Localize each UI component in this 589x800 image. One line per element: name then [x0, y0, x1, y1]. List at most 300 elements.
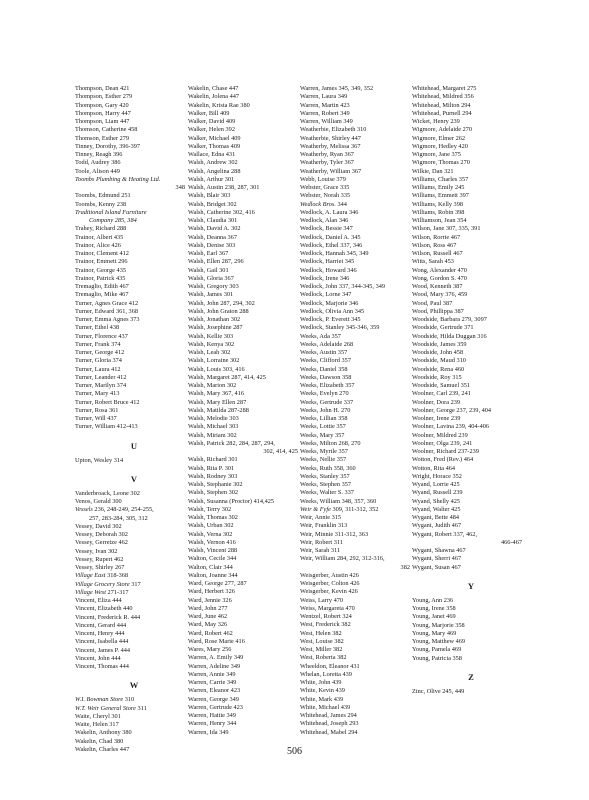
index-entry: Weeks, Ruth 358, 360	[300, 464, 356, 472]
index-entry: Turner, Mary 413	[75, 390, 120, 398]
index-entry: Walsh, Melodie 303	[188, 415, 239, 422]
index-entry: Wares, Mary 256	[188, 646, 232, 653]
index-entry: Walker, Michael 409	[188, 134, 241, 142]
index-entry: Walsh, Rodney 303	[188, 472, 238, 480]
index-entry: Weatherbie, Shirley 447	[300, 134, 361, 142]
index-entry: Woodside, John 458	[412, 349, 464, 356]
index-entry: Ward, May 326	[188, 621, 228, 629]
index-entry: Warren, Robert 349	[300, 109, 350, 117]
index-entry-italic-title: Weir & Fyfe	[300, 505, 331, 513]
index-entry: Wygant, Robert 337, 462,	[412, 530, 478, 538]
index-entry: Turner, Rosa 361	[75, 406, 119, 414]
index-entry: Vincent, Gerard 444	[75, 621, 127, 629]
index-column-3	[300, 85, 418, 737]
index-entry: Walsh, Gloria 367	[188, 274, 234, 282]
index-entry: Walton, Clair 344	[188, 563, 233, 571]
index-entry: Thompson, Harry 447	[75, 109, 131, 117]
index-entry: Wigmore, Elmer 262	[412, 134, 466, 142]
index-entry-pages: 311	[135, 704, 147, 712]
index-entry: Weeks, Myrtle 357	[300, 448, 348, 455]
index-entry: Wyand, Lorrie 425	[412, 481, 460, 488]
index-entry: White, Mark 439	[300, 695, 344, 703]
index-entry-pages: 317	[129, 580, 141, 588]
index-entry: Ward, Jennie 326	[188, 596, 232, 604]
index-entry: Walsh, Margaret 287, 414, 425	[188, 373, 266, 381]
index-entry: Wyand, Shelly 425	[412, 497, 461, 505]
index-entry: Vincent, Frederick R. 444	[75, 613, 141, 621]
index-column-4	[412, 85, 530, 696]
index-entry: Vincent, John 444	[75, 654, 121, 662]
index-entry: Wong, Gordon S. 470	[412, 274, 467, 282]
index-entry: Walsh, Vincent 288	[188, 547, 238, 554]
index-entry: West, Roberta 382	[300, 654, 347, 662]
index-entry: Wygant, Shawna 467	[412, 547, 466, 554]
index-entry: Woolner, George 237, 239, 404	[412, 406, 492, 414]
index-entry: Toombs, Edmund 251	[75, 192, 131, 200]
index-entry: Woolner, Richard 237-239	[412, 448, 479, 455]
index-entry: Vincent, Isabella 444	[75, 638, 129, 646]
index-entry: Wygant, Bette 484	[412, 514, 460, 521]
index-entry-continuation: Company 285, 384	[89, 217, 137, 224]
index-entry: Vanderbroack, Leone 302	[75, 489, 140, 497]
index-entry: Walsh, Stephanie 302	[188, 481, 243, 488]
index-entry-italic-title: Village East	[75, 572, 106, 580]
index-entry: Walsh, Terry 302	[188, 505, 232, 513]
index-entry: Wedlock, A. Laura 346	[300, 208, 359, 216]
index-entry: Young, Mary 469	[412, 629, 457, 637]
index-entry: Walsh, Verna 302	[188, 530, 233, 538]
index-entry: Wakelin, Jolena 447	[188, 93, 240, 101]
index-entry: Wygant, Sherri 467	[412, 555, 462, 563]
index-entry	[75, 705, 193, 713]
index-entry: Young, Ann 236	[412, 596, 454, 604]
index-entry: Vessey, Deborah 302	[75, 531, 128, 538]
index-entry: Wedlock, John 337, 344-345, 349	[300, 283, 386, 290]
index-entry: Warren, Adeline 349	[188, 662, 241, 670]
index-entry	[75, 572, 193, 580]
index-entry	[75, 696, 193, 704]
index-entry: Wygant, Judith 467	[412, 522, 462, 530]
index-entry: Upton, Wesley 314	[75, 456, 124, 464]
index-entry: Trainor, Clement 412	[75, 250, 129, 257]
index-entry: Wedlock, Olivia Ann 345	[300, 307, 365, 315]
index-entry: Vessey, Rupert 462	[75, 555, 124, 563]
index-entry: Thomson, Catherine 458	[75, 126, 138, 134]
index-entry: Wyand, Walter 425	[412, 505, 461, 513]
index-entry-continuation: 257, 283-284, 305, 312	[89, 514, 148, 522]
index-entry: Vincent, Eliza 444	[75, 597, 122, 604]
index-entry: Woolner, Carl 239, 241	[412, 390, 471, 398]
index-entry: Wedlock, Howard 346	[300, 266, 357, 274]
index-entry: White, Michael 439	[300, 703, 351, 711]
index-entry: Walsh, Ellen 287, 296	[188, 258, 244, 266]
index-entry: Williams, Charles 357	[412, 175, 469, 183]
index-entry: Young, Matthew 469	[412, 638, 466, 645]
index-entry: Weeks, John H. 270	[300, 406, 351, 414]
section-letter: U	[130, 440, 138, 451]
index-entry: Warren, Hattie 349	[188, 712, 236, 719]
index-entry: Williamson, Jean 354	[412, 217, 467, 224]
index-entry: Witts, Sarah 453	[412, 258, 454, 266]
index-entry: Wotton, Fred (Rev.) 464	[412, 456, 474, 464]
index-entry: Weiss, Larry 470	[300, 596, 344, 604]
index-entry: Wilson, Ross 467	[412, 241, 457, 249]
index-entry: Whitehead, James 294	[300, 712, 357, 719]
index-entry: Weiss, Margareta 470	[300, 604, 355, 612]
index-entry: Weisgerber, Kevin 426	[300, 588, 358, 596]
index-entry: Weeks, Adelaide 268	[300, 340, 354, 348]
index-entry: Warren, Annie 349	[188, 670, 236, 678]
index-entry: Wilkie, Dan 321	[412, 167, 454, 175]
index-entry: Wedlock, Bessie 347	[300, 225, 353, 233]
index-column-1	[75, 85, 193, 754]
index-entry: Whitehead, Margaret 275	[412, 85, 477, 92]
index-entry-italic-title: W.I. Bowman Store	[75, 696, 124, 704]
index-entry: Whitehead, Milton 294	[412, 101, 471, 109]
index-entry: Walsh, Jonathan 302	[188, 316, 241, 323]
index-entry: Walsh, Michael 303	[188, 423, 239, 431]
index-entry: Thompson, Dean 421	[75, 85, 130, 92]
index-entry: Wedlock, Daniel A. 345	[300, 233, 361, 241]
index-entry: Warren, Martin 423	[300, 101, 350, 109]
index-entry: Woolner, Lavina 239, 404-406	[412, 423, 490, 431]
index-entry: Wicket, Henry 239	[412, 118, 460, 125]
index-entry-pages: 344	[335, 200, 347, 208]
index-entry: Walsh, Richard 301	[188, 456, 238, 464]
index-entry: Young, Irene 358	[412, 605, 456, 612]
index-entry: Weeks, Stephen 357	[300, 481, 352, 488]
index-entry-italic-title: Vessels	[75, 506, 93, 514]
index-entry: Williams, Robin 398	[412, 208, 465, 216]
index-entry: Woodside, Hilda Duggan 316	[412, 332, 487, 340]
index-entry: Turner, Agnes Grace 412	[75, 299, 139, 307]
index-entry: Walsh, Matilda 287-288	[188, 406, 249, 414]
index-entry: Wigmore, Jane 375	[412, 151, 461, 158]
index-entry: Weisgerber, Colton 426	[300, 580, 360, 587]
index-entry: Toombs, Kenny 238	[75, 200, 127, 208]
index-entry: Walker, Bill 409	[188, 109, 230, 117]
index-entry: Wood, Phillippa 387	[412, 307, 464, 315]
index-entry: Walsh, Josephine 287	[188, 324, 243, 332]
index-entry: Trainor, Patrick 435	[75, 274, 126, 282]
index-entry: Trainor, Alice 426	[75, 241, 121, 249]
index-entry: Whitehead, Joseph 293	[300, 720, 359, 728]
index-entry: Whitehead, Mildred 356	[412, 93, 474, 101]
index-entry: Wedlock, P. Everett 345	[300, 316, 361, 323]
index-entry: Wood, Kenneth 387	[412, 283, 463, 290]
index-entry: Woodside, Gertrude 371	[412, 324, 474, 332]
index-entry: Whelan, Loretta 439	[300, 670, 352, 678]
section-letter: Z	[468, 671, 474, 682]
index-entry: Weeks, Milton 268, 270	[300, 439, 361, 447]
index-entry: Weir, William 284, 292, 312-316,	[300, 555, 385, 563]
index-entry: Wentzel, Robert 324	[300, 613, 352, 620]
index-entry: Walton, Joanne 344	[188, 571, 238, 579]
index-entry: Tremaglio, Mike 467	[75, 291, 129, 299]
index-entry: Warren, George 349	[188, 695, 239, 703]
index-entry: Wright, Horace 352	[412, 472, 462, 480]
index-entry: Walsh, Leah 302	[188, 349, 231, 356]
index-entry-pages: 318-368	[105, 572, 129, 580]
index-entry: Weatherbie, Elizabeth 310	[300, 126, 367, 134]
index-entry: Walker, Helen 392	[188, 126, 235, 134]
index-entry: Wakelin, Chad 380	[75, 737, 124, 745]
index-entry: Warren, James 345, 349, 352	[300, 85, 374, 92]
index-entry: Warren, Ida 349	[188, 728, 229, 736]
index-entry: Warren, Laura 349	[300, 93, 348, 101]
index-entry: Weeks, Walter S. 337	[300, 489, 354, 497]
index-entry: Weeks, Nellie 357	[300, 456, 347, 464]
index-entry: Walsh, Stephen 302	[188, 489, 239, 497]
index-entry: Warren, Eleanor 423	[188, 687, 241, 695]
index-entry: Weir, Sarah 311	[300, 547, 341, 554]
index-entry: Turner, Gloria 374	[75, 357, 122, 365]
index-entry: Trahey, Richard 288	[75, 225, 127, 233]
index-entry: Whitehead, Purnell 294	[412, 109, 472, 117]
index-entry: Turner, Emma Agnes 373	[75, 316, 140, 323]
index-entry: Ward, John 277	[188, 604, 228, 612]
index-entry: Vincent, James P. 444	[75, 646, 131, 654]
index-entry: Williams, Kelly 398	[412, 200, 463, 208]
index-entry: Walsh, Miriam 302	[188, 431, 237, 439]
index-entry: Woodside, Roy 315	[412, 373, 462, 381]
index-entry-continuation: 302, 414, 425	[263, 448, 298, 455]
index-entry: Walton, Cecile 344	[188, 555, 237, 563]
index-entry: Thomson, Esther 279	[75, 134, 130, 142]
index-entry: Walsh, John Graton 288	[188, 307, 249, 315]
index-entry: Wyand, Russell 239	[412, 489, 463, 497]
index-entry: Woodside, Rena 460	[412, 365, 465, 373]
index-entry: Wood, Paul 387	[412, 299, 453, 307]
index-entry: Walsh, Gregory 303	[188, 283, 239, 290]
index-entry: Walsh, Vernon 416	[188, 538, 236, 546]
index-entry: White, John 439	[300, 679, 342, 686]
index-entry: Walsh, James 301	[188, 291, 234, 299]
index-entry: Tinney, Reagh 396	[75, 151, 123, 158]
index-entry: Vessey, David 302	[75, 522, 122, 530]
index-entry-italic-title: Village Grocery Store	[75, 580, 130, 588]
index-entry: Woolner, Dora 239	[412, 398, 461, 406]
index-entry: Toombs Plumbing & Heating Ltd.	[75, 175, 161, 183]
index-entry-pages: 271-317	[105, 588, 129, 596]
index-entry: Thompson, Gary 420	[75, 101, 129, 109]
index-entry-italic-title: Village West	[75, 588, 106, 596]
index-entry: Webster, Grace 335	[300, 184, 350, 191]
index-entry: Walsh, Mary Ellen 287	[188, 398, 247, 406]
index-entry-italic-title: Wedlock Bros.	[300, 200, 336, 208]
index-entry: Woolner, Olga 239, 241	[412, 439, 473, 447]
index-entry: Weeks, Dawson 358	[300, 373, 352, 381]
index-entry: Turner, Frank 374	[75, 340, 121, 348]
index-entry: Turner, Laura 412	[75, 365, 121, 373]
index-entry: Woodside, Maud 310	[412, 357, 466, 365]
index-entry: Young, Janet 469	[412, 613, 456, 621]
index-entry	[75, 581, 193, 589]
index-entry: Woolner, Mildred 239	[412, 431, 468, 439]
index-entry: Walsh, Lorraine 302	[188, 357, 240, 365]
index-entry: Weeks, William 348, 357, 360	[300, 497, 377, 505]
index-entry: Vincent, Henry 444	[75, 630, 125, 637]
index-entry: West, Louise 382	[300, 637, 344, 645]
index-entry: Zinc, Olive 245, 449	[412, 687, 465, 695]
index-entry: Ward, June 462	[188, 613, 228, 620]
index-entry: Weeks, Elizabeth 357	[300, 382, 355, 389]
index-entry: Weisgerber, Austin 426	[300, 571, 359, 579]
index-entry: Walsh, Louis 303, 416	[188, 365, 245, 373]
index-entry: Wood, Mary 376, 459	[412, 291, 468, 299]
index-entry: Walsh, David A. 302	[188, 225, 241, 233]
index-entry-pages: 236, 248-249, 254-255,	[92, 506, 154, 514]
index-entry: Walker, Thomas 409	[188, 142, 241, 150]
index-entry: Wheeldon, Eleanor 431	[300, 662, 360, 670]
index-entry: Vessey, Ivan 302	[75, 547, 118, 555]
index-entry-continuation: 348	[175, 184, 185, 191]
index-entry: Weeks, Gertrude 337	[300, 398, 354, 406]
index-entry: Walsh, Austin 238, 287, 301	[188, 184, 260, 191]
index-entry: Walsh, Blair 303	[188, 192, 231, 200]
index-entry: Woodside, Samuel 351	[412, 382, 471, 389]
index-entry: Vessey, Gerretze 462	[75, 539, 128, 547]
index-entry: Wigmore, Thomas 270	[412, 159, 470, 167]
section-letter: W	[129, 680, 139, 691]
index-entry	[75, 506, 193, 514]
index-entry: Whitehead, Mabel 294	[300, 728, 358, 736]
index-entry: Webster, Norah 335	[300, 192, 351, 200]
index-entry: Williams, Emily 245	[412, 184, 465, 191]
index-entry: Woodside, James 359	[412, 340, 467, 348]
index-entry: Wakelin, Krista Rae 380	[188, 101, 250, 109]
index-entry: Weeks, Clifford 357	[300, 357, 351, 365]
index-entry-italic-title: W.T. Weir General Store	[75, 704, 136, 712]
index-entry: Trainor, George 435	[75, 266, 126, 274]
index-entry: Wedlock, Stanley 345-346, 359	[300, 324, 380, 332]
index-entry: Turner, Edward 361, 368	[75, 307, 139, 315]
index-entry: Weir, Annie 315	[300, 514, 342, 521]
index-entry: Young, Marjorie 358	[412, 621, 465, 629]
index-entry: West, Helen 382	[300, 629, 342, 637]
index-entry: Walsh, Marion 302	[188, 382, 237, 389]
index-entry-continuation: 466-467	[501, 538, 522, 546]
index-entry	[300, 201, 418, 209]
index-entry: Walsh, Arthur 301	[188, 175, 235, 183]
index-entry: West, Frederick 382	[300, 621, 351, 629]
index-entry: Venos, Gerald 300	[75, 498, 122, 505]
index-entry: Weeks, Stanley 357	[300, 472, 350, 480]
index-entry: Walsh, Urban 302	[188, 522, 234, 530]
index-entry: Warren, Gertrude 423	[188, 703, 243, 711]
index-entry: Ward, Rose Marie 416	[188, 637, 245, 645]
index-entry: Weeks, Austin 357	[300, 349, 348, 356]
index-entry: Ward, Herbert 326	[188, 588, 235, 596]
index-entry: Weeks, Mary 357	[300, 431, 345, 439]
index-entry: Weeks, Daniel 358	[300, 365, 348, 373]
index-entry: Weir, Robert 311	[300, 538, 343, 546]
index-entry-pages: 309, 311-312, 352	[330, 505, 379, 513]
index-entry: Young, Pamela 469	[412, 646, 462, 654]
index-entry: Weatherby, William 367	[300, 167, 362, 175]
index-entry: Walsh, Andrew 302	[188, 159, 238, 167]
index-entry: Weeks, Evelyn 270	[300, 390, 349, 398]
index-entry: Wigmore, Hedley 420	[412, 142, 468, 150]
index-entry: Weeks, Ada 357	[300, 332, 341, 340]
index-entry: Walsh, Kenya 302	[188, 340, 235, 348]
index-entry: Warren, A. Emily 349	[188, 654, 244, 662]
index-entry: Walsh, Denise 303	[188, 241, 236, 249]
section-letter: V	[130, 473, 138, 484]
index-entry	[300, 506, 418, 514]
index-entry: Walsh, Patrick 282, 284, 287, 294,	[188, 439, 275, 447]
index-entry: Woolner, Irene 239	[412, 415, 461, 422]
index-entry: Weir, Minnie 311-312, 363	[300, 530, 369, 538]
index-entry: Walsh, Susanna (Proctor) 414,425	[188, 497, 275, 505]
index-entry: Turner, Robert Bruce 412	[75, 398, 140, 406]
index-entry: Traditional Island Furniture	[75, 208, 147, 216]
index-entry: Weatherby, Melissa 367	[300, 142, 361, 150]
index-entry: Turner, Will 437	[75, 415, 117, 422]
index-entry	[75, 589, 193, 597]
index-entry: Walsh, Thomas 302	[188, 514, 238, 521]
index-entry: Wedlock, Alan 346	[300, 217, 349, 224]
index-entry: Warren, Carrie 349	[188, 679, 237, 686]
index-entry: Wilson, Russell 467	[412, 250, 463, 257]
index-entry: Ward, George 277, 287	[188, 580, 247, 587]
index-entry: Wotton, Rita 464	[412, 464, 456, 472]
index-entry: Walsh, Bridget 302	[188, 200, 237, 208]
index-entry: Walsh, Kellie 303	[188, 332, 234, 340]
index-entry: Walsh, Claudia 301	[188, 217, 238, 224]
index-entry: Woodside, Barbara 279, 3097	[412, 316, 487, 323]
index-entry: White, Kevin 439	[300, 687, 345, 695]
index-entry: Weir, Franklin 313	[300, 522, 348, 530]
index-entry: Trainor, Emmett 296	[75, 258, 128, 266]
index-entry: Turner, Florence 437	[75, 332, 128, 340]
index-entry: Walsh, Earl 367	[188, 250, 229, 257]
index-entry-pages: 310	[123, 696, 135, 704]
index-entry: Vincent, Thomas 444	[75, 663, 129, 670]
index-entry: Weeks, Lottie 357	[300, 423, 346, 431]
index-entry: Wygant, Susan 467	[412, 563, 461, 571]
index-entry: Wilson, Rorrie 467	[412, 233, 461, 241]
index-entry: Warren, William 349	[300, 118, 353, 125]
index-entry: Turner, George 412	[75, 349, 125, 356]
index-entry: Wedlock, Marjorie 346	[300, 299, 359, 307]
index-entry: Wedlock, Ethel 337, 346	[300, 241, 363, 249]
index-column-2	[188, 85, 306, 737]
index-entry: Turner, Ethel 438	[75, 324, 120, 332]
index-entry: Thompson, Liam 447	[75, 118, 130, 125]
index-entry: Tinney, Dorothy, 396-397	[75, 142, 141, 150]
index-entry: Wedlock, Harriet 345	[300, 258, 355, 266]
index-entry: Young, Patricia 358	[412, 654, 462, 662]
index-entry: Warren, Henry 344	[188, 720, 237, 728]
index-entry: Wong, Alexander 470	[412, 266, 467, 274]
index-entry: Walsh, Mary 367, 416	[188, 390, 244, 398]
index-entry: Ward, Robert 462	[188, 629, 233, 637]
index-entry: Waite, Cheryl 301	[75, 712, 121, 720]
index-entry: Turner, William 412-413	[75, 423, 138, 431]
index-entry: Vessey, Shirley 267	[75, 564, 125, 571]
index-entry: Walsh, Rita P. 301	[188, 464, 235, 472]
index-entry: Todd, Audrey 386	[75, 159, 121, 167]
index-entry: Toole, Alison 449	[75, 167, 120, 175]
index-entry: Walsh, Gail 301	[188, 266, 229, 274]
index-entry: Webb, Louise 379	[300, 175, 346, 183]
index-entry: Waite, Helen 317	[75, 721, 119, 728]
index-entry: Wedlock, Hannah 345, 349	[300, 250, 369, 257]
index-entry: Williams, Emmett 397	[412, 192, 469, 200]
index-entry: Weeks, Lillian 358	[300, 415, 348, 422]
index-entry: Wakelin, Anthony 380	[75, 729, 132, 737]
